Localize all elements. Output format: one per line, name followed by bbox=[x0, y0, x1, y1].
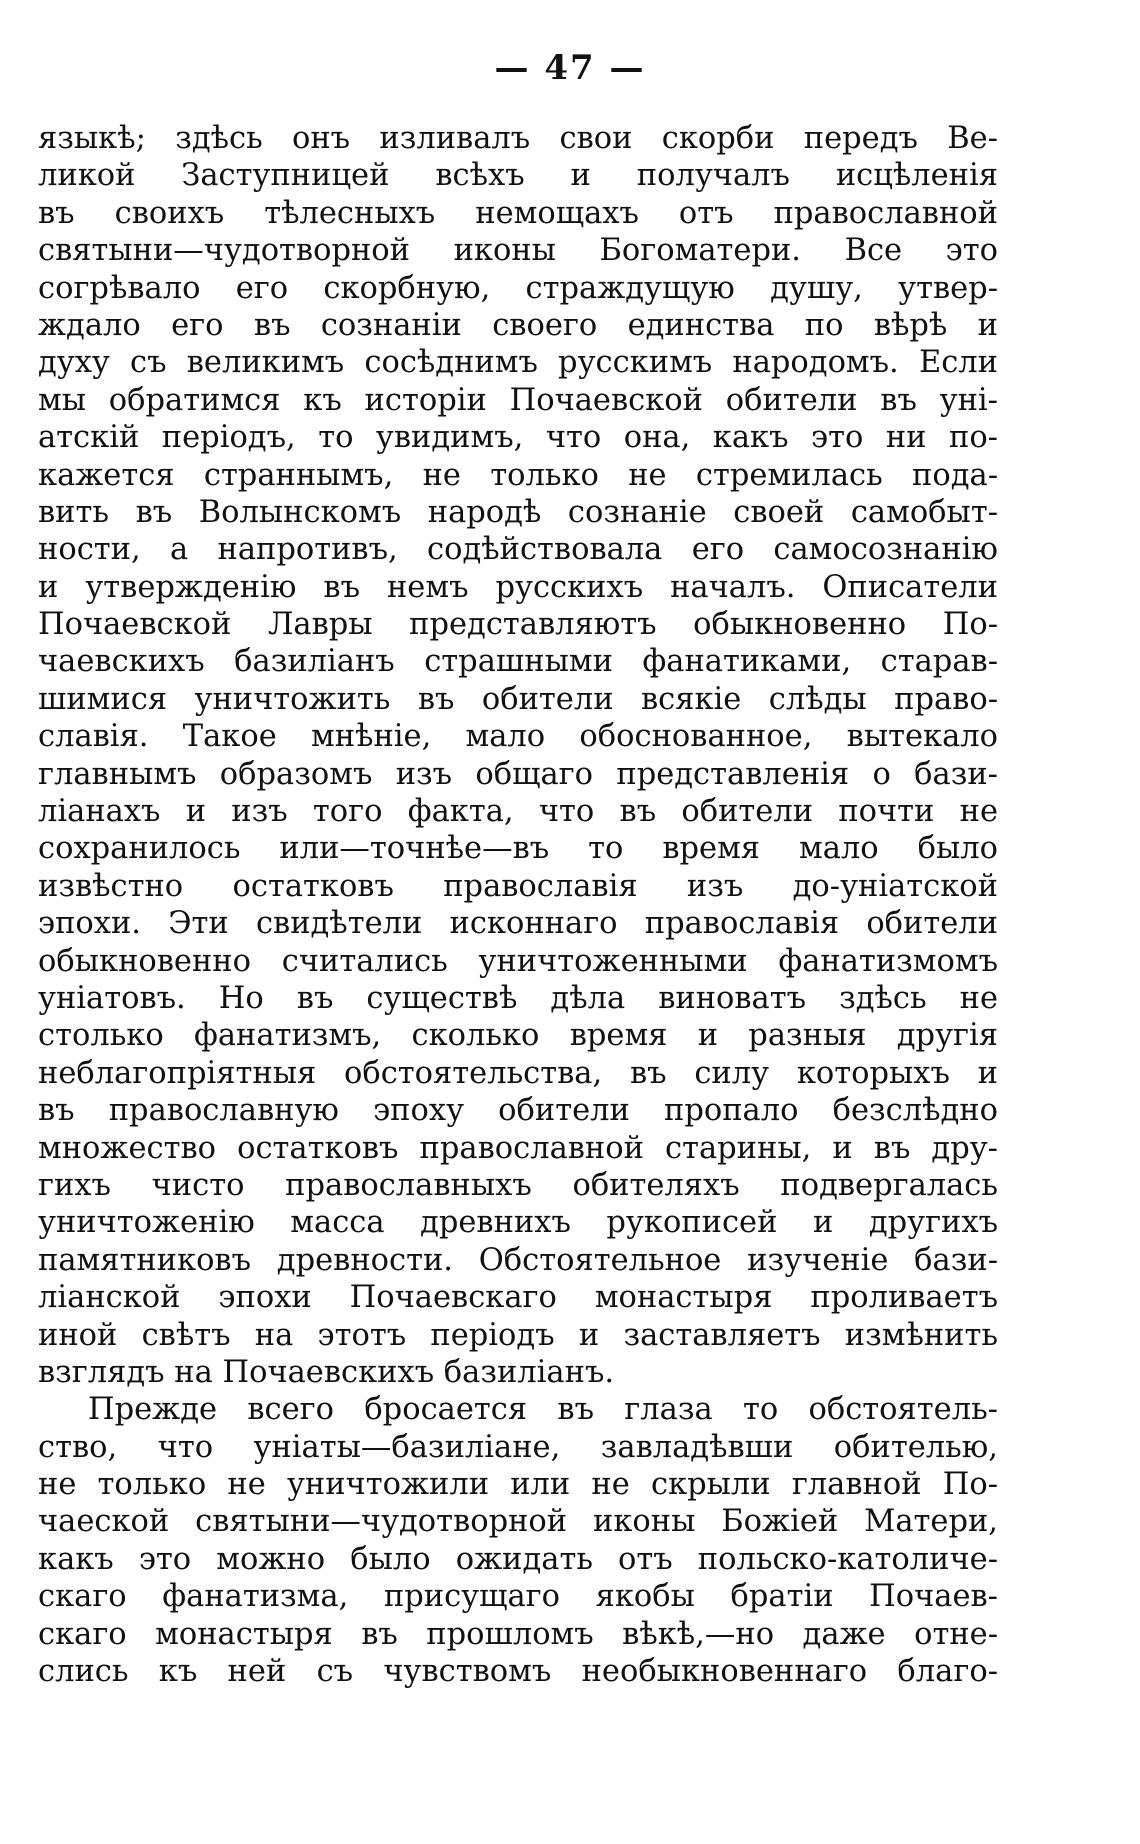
text-line: памятниковъ древности. Обстоятельное изученіе бази- bbox=[38, 1242, 998, 1278]
text-line: чаеской святыни—чудотворной иконы Божіей Матери, bbox=[38, 1504, 998, 1540]
text-line: какъ это можно было ожидать отъ польско-католиче- bbox=[38, 1541, 998, 1577]
text-line: столько фанатизмъ, сколько время и разныя другія bbox=[38, 1018, 998, 1054]
text-line: духу съ великимъ сосѣднимъ русскимъ народомъ. Если bbox=[38, 345, 998, 381]
text-line: иной свѣтъ на этотъ періодъ и заставляетъ измѣнить bbox=[38, 1317, 998, 1353]
text-line: Почаевской Лавры представляютъ обыкновенно По- bbox=[38, 607, 998, 643]
page-number: — 47 — bbox=[494, 48, 646, 88]
text-line: ности, а напротивъ, содѣйствовала его самосознанію bbox=[38, 532, 998, 568]
text-line: главнымъ образомъ изъ общаго представленія о бази- bbox=[38, 756, 998, 792]
text-line: уніатовъ. Но въ существѣ дѣла виноватъ здѣсь не bbox=[38, 980, 998, 1016]
body-text bbox=[38, 120, 998, 1690]
text-line: славія. Такое мнѣніе, мало обоснованное, вытекало bbox=[38, 719, 998, 755]
text-line: кажется страннымъ, не только не стремилась пода- bbox=[38, 457, 998, 493]
text-line: чаевскихъ базиліанъ страшными фанатиками, старав- bbox=[38, 644, 998, 680]
paragraph-1 bbox=[38, 120, 998, 1391]
text-line: и утвержденію въ немъ русскихъ началъ. Описатели bbox=[38, 569, 998, 605]
text-line: ліанской эпохи Почаевскаго монастыря проливаетъ bbox=[38, 1280, 998, 1316]
text-line: уничтоженію масса древнихъ рукописей и другихъ bbox=[38, 1205, 998, 1241]
text-line: ликой Заступницей всѣхъ и получалъ исцѣленія bbox=[38, 158, 998, 194]
text-line: въ своихъ тѣлесныхъ немощахъ отъ православной bbox=[38, 195, 998, 231]
text-line: скаго монастыря въ прошломъ вѣкѣ,—но даже отне- bbox=[38, 1616, 998, 1652]
text-line: гихъ чисто православныхъ обителяхъ подвергалась bbox=[38, 1167, 998, 1203]
text-line: согрѣвало его скорбную, страждущую душу, утвер- bbox=[38, 270, 998, 306]
text-line: эпохи. Эти свидѣтели исконнаго православія обители bbox=[38, 906, 998, 942]
text-line: скаго фанатизма, присущаго якобы братіи Почаев- bbox=[38, 1579, 998, 1615]
text-line: Прежде всего бросается въ глаза то обстоятель- bbox=[88, 1392, 998, 1428]
text-line: ліанахъ и изъ того факта, что въ обители почти не bbox=[38, 794, 998, 830]
text-line: слись къ ней съ чувствомъ необыкновеннаго благо- bbox=[38, 1654, 998, 1690]
text-line: въ православную эпоху обители пропало безслѣдно bbox=[38, 1093, 998, 1129]
text-line: не только не уничтожили или не скрыли главной По- bbox=[38, 1467, 998, 1503]
text-line: множество остатковъ православной старины, и въ дру- bbox=[38, 1130, 998, 1166]
text-line: мы обратимся къ исторіи Почаевской обители въ уні- bbox=[38, 382, 998, 418]
text-line: неблагопріятныя обстоятельства, въ силу которыхъ и bbox=[38, 1055, 998, 1091]
text-line: ждало его въ сознаніи своего единства по вѣрѣ и bbox=[38, 307, 998, 343]
text-line: языкѣ; здѣсь онъ изливалъ свои скорби передъ Ве- bbox=[38, 121, 998, 156]
text-line: обыкновенно считались уничтоженными фанатизмомъ bbox=[38, 943, 998, 979]
text-line: взглядъ на Почаевскихъ базиліанъ. bbox=[38, 1354, 615, 1390]
text-line: сохранилось или—точнѣе—въ то время мало было bbox=[38, 831, 998, 867]
text-line: атскій періодъ, то увидимъ, что она, какъ это ни по- bbox=[38, 420, 998, 456]
paragraph-2 bbox=[38, 1391, 998, 1690]
text-line: ство, что уніаты—базиліане, завладѣвши обителью, bbox=[38, 1429, 998, 1465]
text-line: вить въ Волынскомъ народѣ сознаніе своей самобыт- bbox=[38, 494, 998, 530]
text-line: шимися уничтожить въ обители всякіе слѣды право- bbox=[38, 681, 998, 717]
text-line: извѣстно остатковъ православія изъ до-уніатской bbox=[38, 868, 998, 904]
text-line: святыни—чудотворной иконы Богоматери. Все это bbox=[38, 233, 998, 269]
